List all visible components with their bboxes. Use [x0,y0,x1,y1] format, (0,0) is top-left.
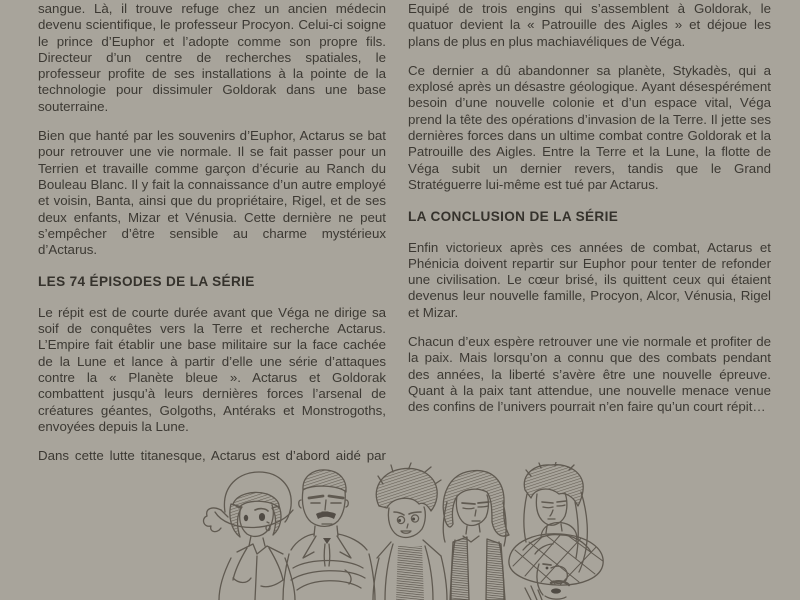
characters-sketch-illustration [195,462,610,600]
sketch-man-in-suit [283,470,375,600]
paragraph: Le répit est de courte durée avant que Véga ne dirige sa soif de conquêtes vers la Terre et recherche Actarus. L’Empire fait établir une base militaire sur la face cachée de la Lune et lance à partir d’elle une série d’attaques contre la « Planète bleue ». Actarus et Goldorak combattent jusqu’à leurs dernières forces l’arsenal de créatures géantes, Golgoths, Antéraks et Monstrogoths, envoyées depuis la Lune. [38,304,386,434]
left-column [38,1,386,477]
paragraph: Chacun d’eux espère retrouver une vie normale et profiter de la paix. Mais lorsqu’on a connu que des combats pendant des années, la liberté s’avère être une nouvelle épreuve. Quant à la paix tant attendue, une nouvelle menace venue des confins de l’univers pourrait n’en faire qu’un court répit… [408,334,771,415]
section-heading-conclusion: LA CONCLUSION DE LA SÉRIE [408,209,619,225]
sketch-young-man-messy-hair [373,463,447,600]
paragraph: sangue. Là, il trouve refuge chez un ancien médecin devenu scientifique, le professeur Procyon. Celui-ci soigne le prince d’Euphor et l’adopte comme son propre fils. Directeur d’un centre de recherches spatiales, le professeur profite de ses installations à la pointe de la technologie pour dissimuler Goldorak dans une base souterraine. [38,1,386,114]
right-column [408,1,771,429]
sketch-man-long-hair-vest [443,471,509,600]
sketch-girl-with-hat [204,472,295,600]
sketch-woman-long-hair [523,462,591,572]
paragraph: Ce dernier a dû abandonner sa planète, Stykadès, qui a explosé après un désastre géologique. Ayant désespérément besoin d’une nouvelle colonie et d’un espace vital, Véga prend la tête des opérations d’invasion de la Terre. Il jette ses dernières forces dans un ultime combat contre Goldorak et la Patrouille des Aigles. Entre la Terre et la Lune, la flotte de Véga subit un dernier revers, tandis que le Grand Stratéguerre lui-même est tué par Actarus. [408,62,771,192]
paragraph: Bien que hanté par les souvenirs d’Euphor, Actarus se bat pour retrouver une vie normale. Il se fait passer pour un Terrien et travaille comme garçon d’écurie au Ranch du Bouleau Blanc. Il y fait la connaissance d’un autre employé et voisin, Banta, ainsi que du propriétaire, Rigel, et de ses deux enfants, Mizar et Vénusia. Cette dernière ne peut s’empêcher d’être sensible au charme mystérieux d’Actarus. [38,128,386,258]
section-heading-episodes: LES 74 ÉPISODES DE LA SÉRIE [38,274,255,290]
paragraph: Dans cette lutte titanesque, Actarus est d’abord aidé par [38,448,386,464]
paragraph: Equipé de trois engins qui s’assemblent à Goldorak, le quatuor devient la « Patrouille des Aigles » et déjoue les plans de plus en plus machiavéliques de Véga. [408,1,771,49]
paragraph: Enfin victorieux après ces années de combat, Actarus et Phénicia doivent repartir sur Euphor pour tenter de refonder une civilisation. Le cœur brisé, ils quittent ceux qui étaient devenus leur nouvelle famille, Procyon, Alcor, Vénusia, Rigel et Mizar. [408,239,771,320]
sketch-man-with-sombrero [509,523,607,600]
